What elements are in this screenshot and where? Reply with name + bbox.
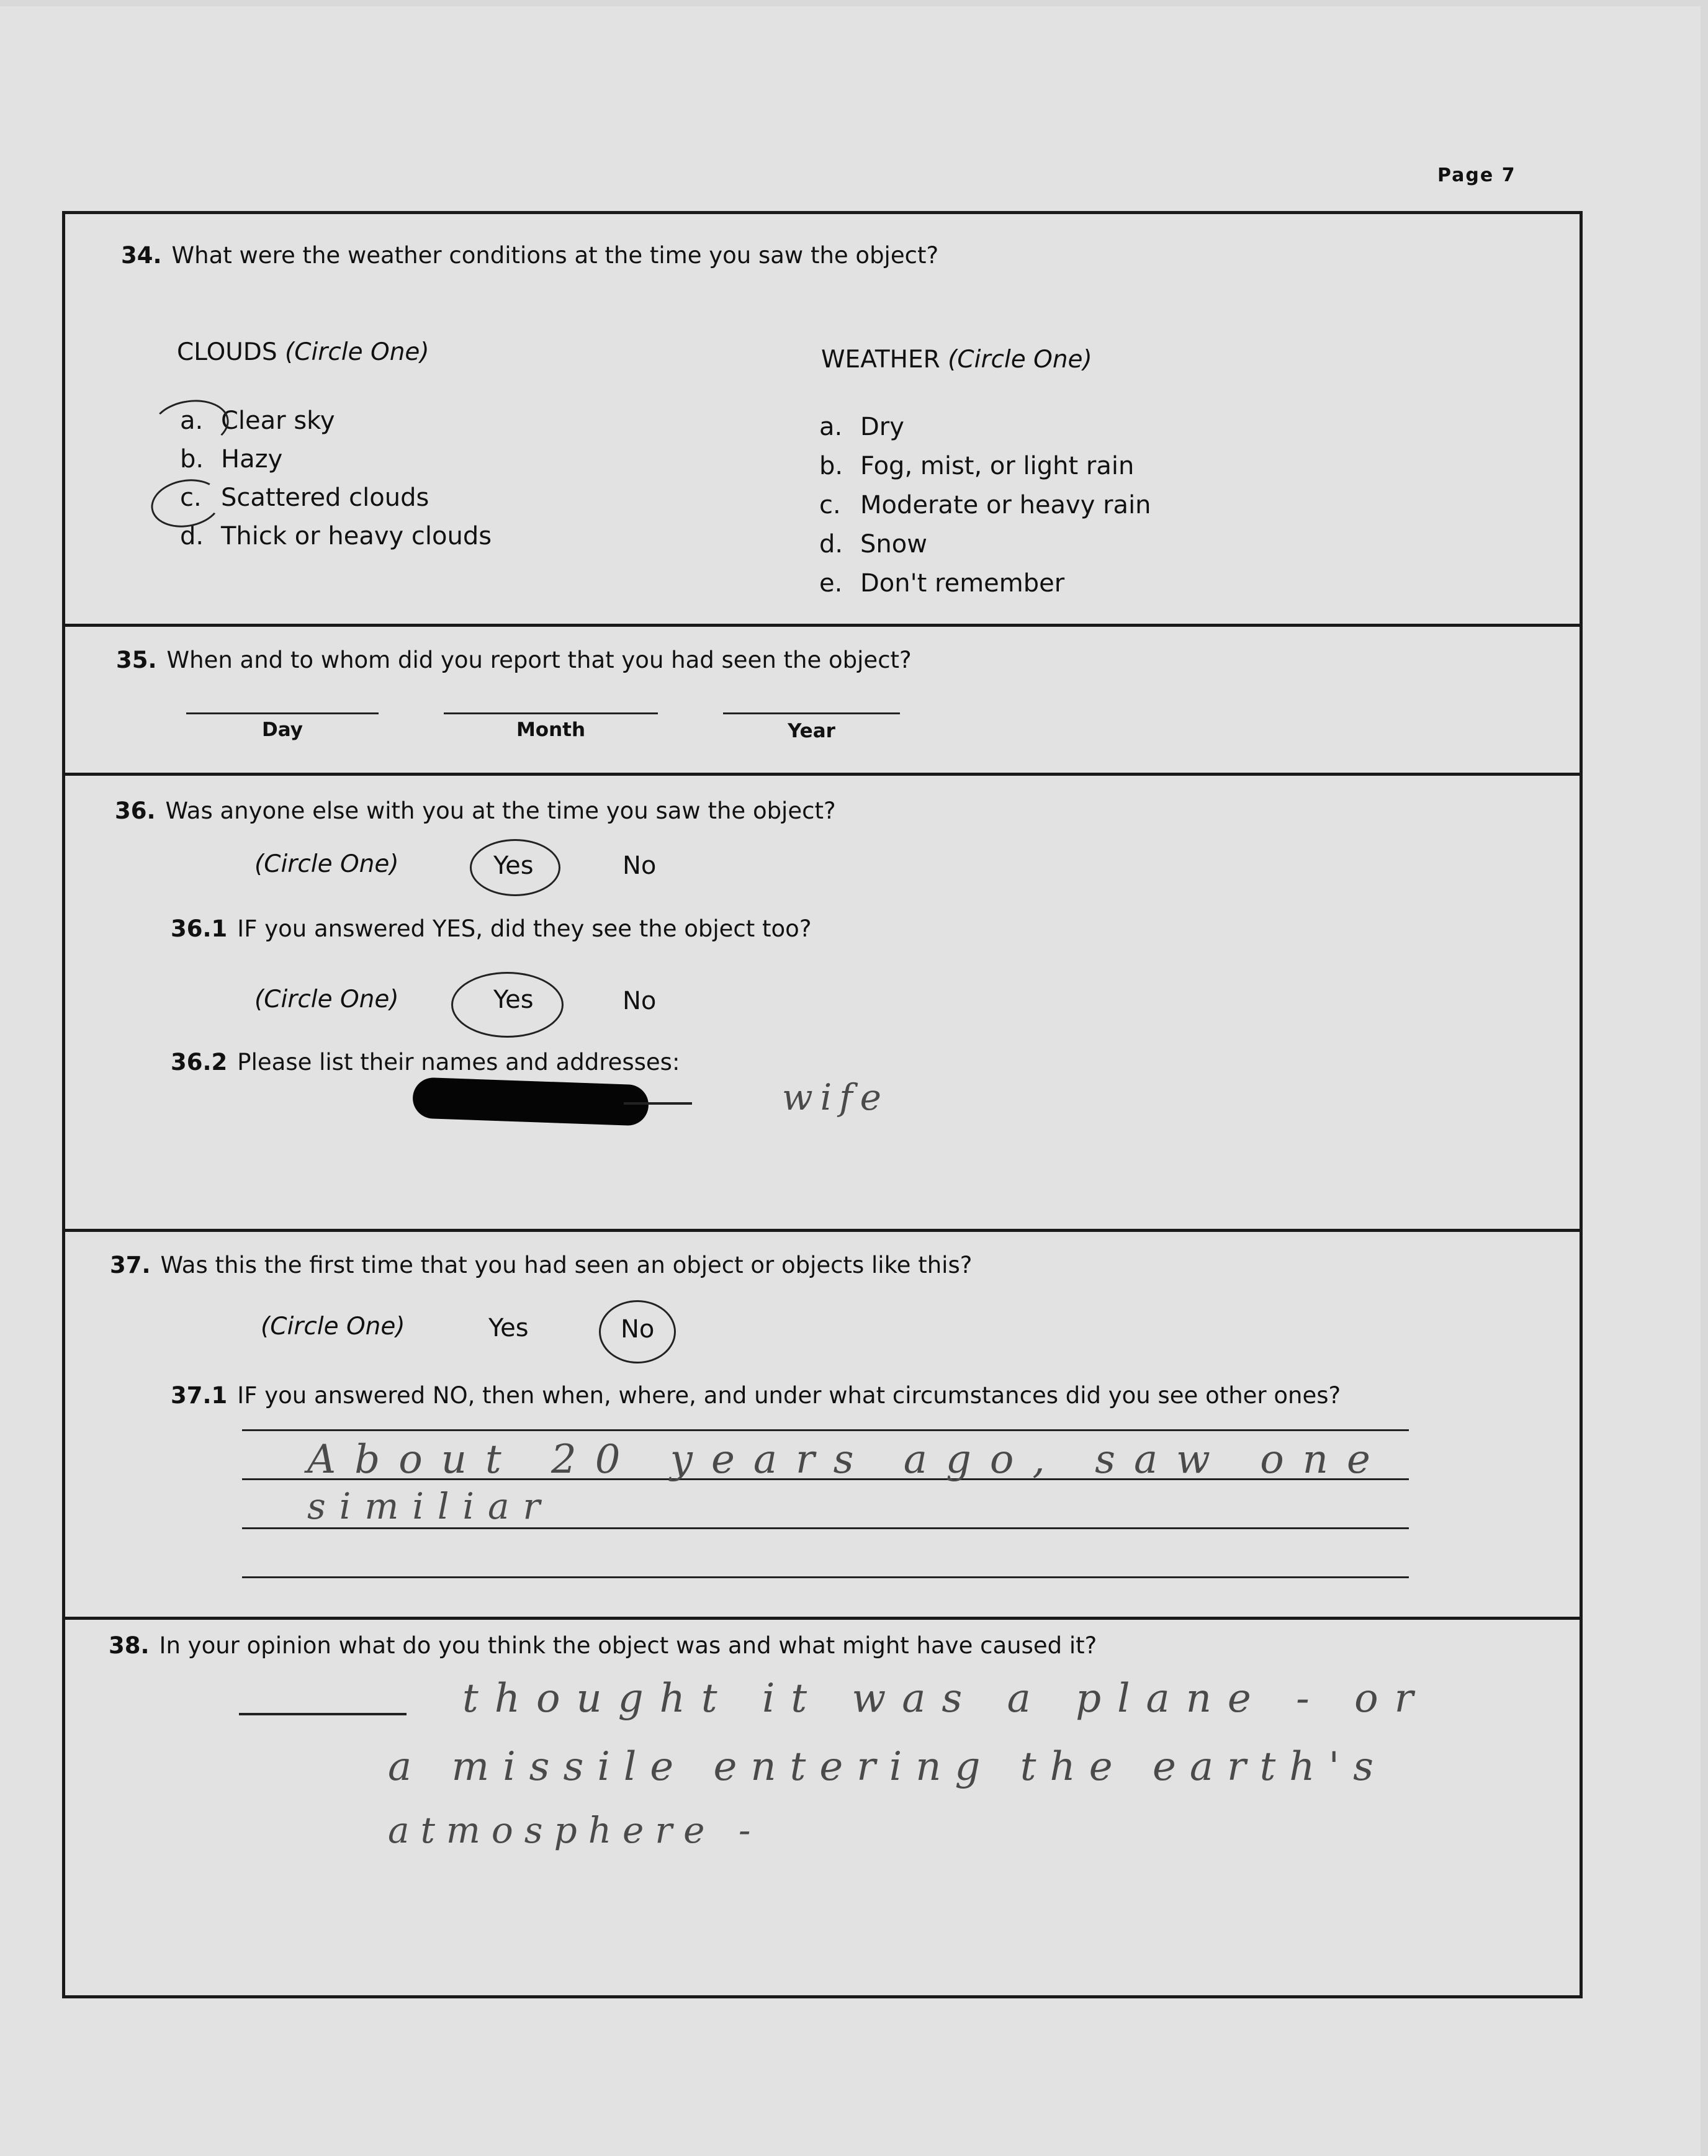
day-label: Day [262, 719, 303, 741]
question-36-yes[interactable]: Yes [493, 851, 534, 880]
handwritten-answer-line1: About 20 years ago, saw one [307, 1437, 1389, 1483]
document-page [0, 6, 1701, 2156]
clouds-header: CLOUDS (Circle One) [177, 338, 429, 366]
question-36-1-text: 36.1 IF you answered YES, did they see the object too? [171, 915, 812, 942]
question-37-1-text: 37.1 IF you answered NO, then when, where, and under what circumstances did you see other ones? [171, 1382, 1341, 1409]
handwritten-opinion-line1: thought it was a plane - or [462, 1676, 1430, 1722]
question-36-text: 36. Was anyone else with you at the time you saw the object? [115, 797, 836, 824]
question-36-no[interactable]: No [623, 851, 657, 880]
question-36-circle-one: (Circle One) [254, 850, 399, 878]
question-35 [65, 627, 1580, 776]
weather-option-d[interactable]: d. Snow [819, 530, 927, 559]
question-36-1-no[interactable]: No [623, 987, 657, 1015]
circle-mark-36-yes [470, 839, 560, 896]
question-37-yes[interactable]: Yes [488, 1314, 529, 1342]
question-36-1-circle-one: (Circle One) [254, 986, 399, 1013]
question-36-2-text: 36.2 Please list their names and addresses: [171, 1049, 680, 1076]
weather-option-b[interactable]: b. Fog, mist, or light rain [819, 452, 1135, 480]
circle-mark-36-1-yes [451, 972, 564, 1038]
weather-option-e[interactable]: e. Don't remember [819, 569, 1065, 598]
weather-header: WEATHER (Circle One) [821, 346, 1092, 374]
question-37-no[interactable]: No [621, 1315, 655, 1344]
question-37 [65, 1232, 1580, 1620]
dash-mark [624, 1102, 692, 1105]
circle-mark-37-no [599, 1300, 676, 1363]
question-34-text: 34. What were the weather conditions at the time you saw the object? [121, 242, 939, 269]
answer-line-3[interactable] [242, 1527, 1409, 1529]
clouds-option-a[interactable]: a. Clear sky [180, 406, 335, 435]
weather-option-c[interactable]: c. Moderate or heavy rain [819, 491, 1151, 519]
day-blank-line[interactable] [186, 712, 379, 714]
year-label: Year [788, 720, 835, 742]
year-blank-line[interactable] [723, 712, 900, 714]
question-38 [65, 1620, 1580, 1995]
question-37-circle-one: (Circle One) [261, 1313, 405, 1341]
question-34 [65, 214, 1580, 627]
answer-line-1[interactable] [242, 1429, 1409, 1431]
question-36 [65, 776, 1580, 1232]
weather-option-a[interactable]: a. Dry [819, 413, 904, 441]
question-36-1-yes[interactable]: Yes [493, 986, 534, 1014]
question-38-text: 38. In your opinion what do you think the object was and what might have caused it? [109, 1632, 1097, 1659]
question-35-text: 35. When and to whom did you report that you had seen the object? [116, 647, 912, 673]
questionnaire-form [62, 211, 1583, 1998]
question-37-text: 37. Was this the first time that you had seen an object or objects like this? [110, 1252, 973, 1278]
page-number: Page 7 [1437, 164, 1516, 186]
handwritten-companion: wife [782, 1076, 889, 1118]
clouds-option-d[interactable]: d. Thick or heavy clouds [180, 522, 492, 550]
struck-out-word [239, 1713, 407, 1715]
month-label: Month [516, 719, 586, 741]
handwritten-opinion-line3: atmosphere - [388, 1809, 762, 1851]
handwritten-opinion-line2: a missile entering the earth's [388, 1744, 1387, 1790]
handwritten-answer-line2: similiar [307, 1485, 554, 1527]
answer-line-4[interactable] [242, 1576, 1409, 1578]
clouds-option-b[interactable]: b. Hazy [180, 445, 283, 474]
month-blank-line[interactable] [444, 712, 658, 714]
clouds-option-c[interactable]: c. Scattered clouds [180, 483, 429, 512]
redaction-bar [412, 1077, 649, 1126]
